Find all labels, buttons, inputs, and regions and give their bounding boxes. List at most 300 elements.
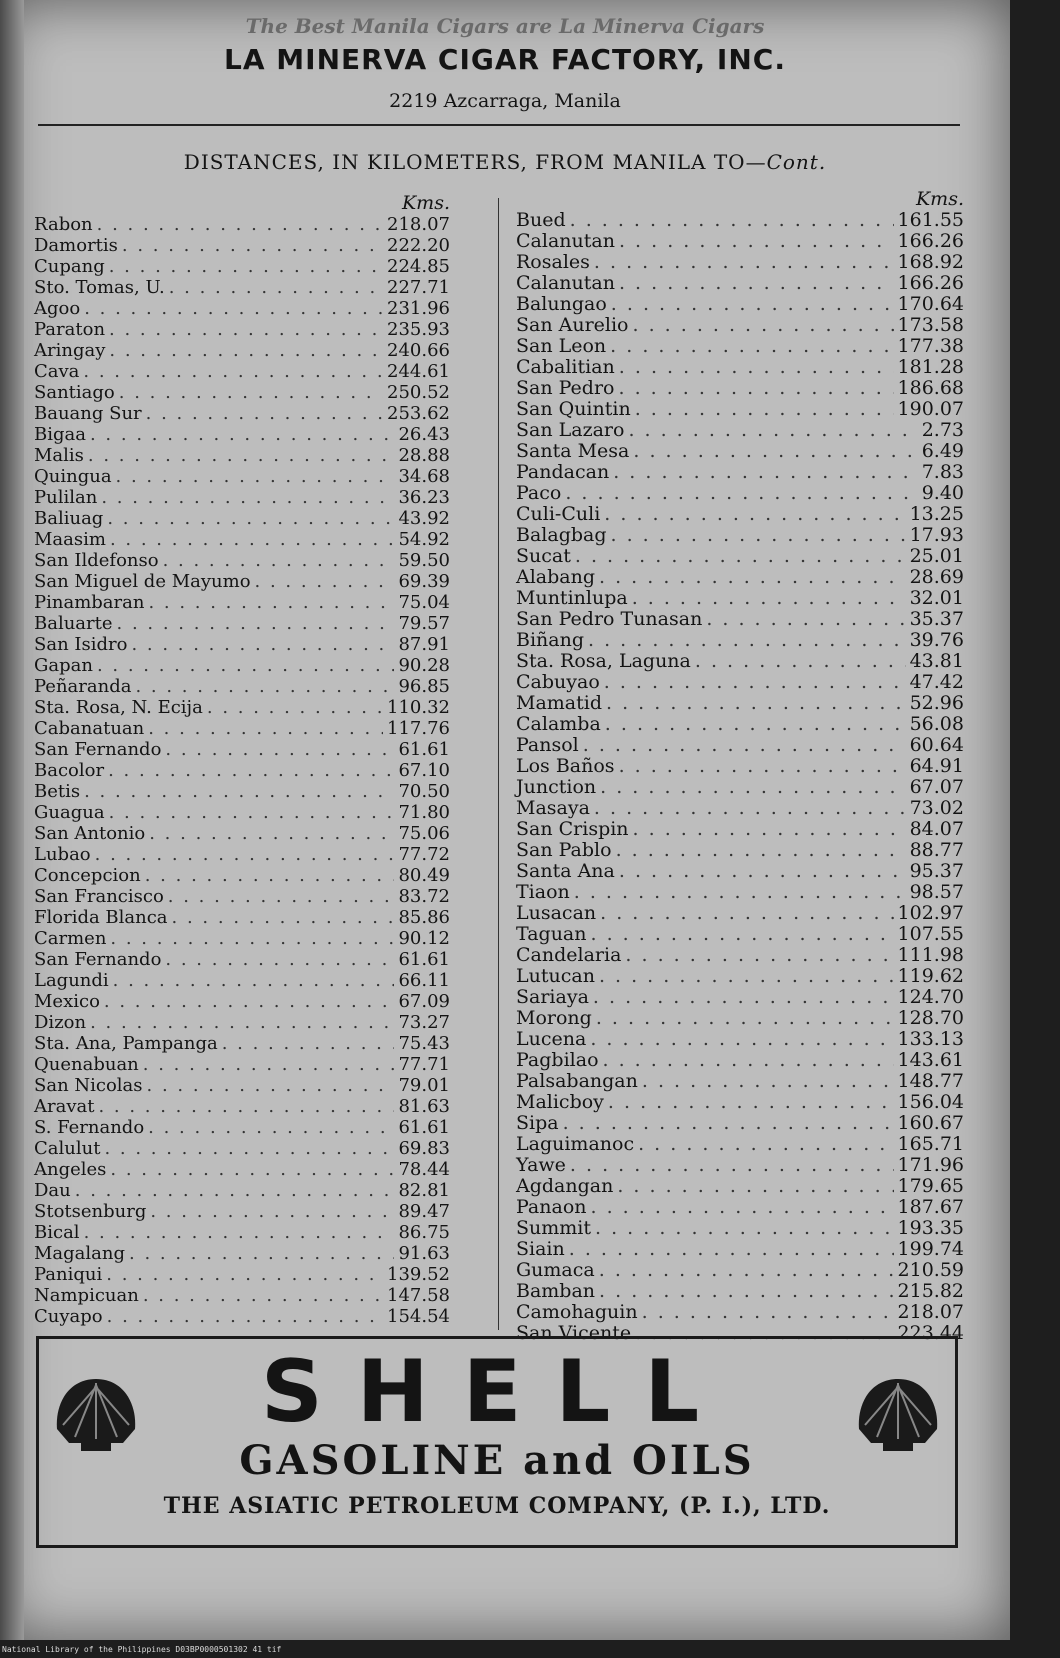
distance-row (516, 1071, 964, 1092)
distance-value: 56.08 (909, 713, 964, 735)
distance-row (34, 823, 450, 844)
distance-row (516, 441, 964, 462)
distance-row (34, 508, 450, 529)
distance-row (34, 592, 450, 613)
place-name: Cabalitian (516, 356, 615, 378)
distance-row (516, 504, 964, 525)
distance-row (516, 525, 964, 546)
place-name: Cabuyao (516, 671, 600, 693)
place-name: Candelaria (516, 944, 622, 966)
distance-value: 240.66 (387, 340, 450, 361)
place-name: Laguimanoc (516, 1133, 635, 1155)
distance-row (34, 1222, 450, 1243)
leader-dots (107, 1306, 383, 1327)
distance-value: 17.93 (909, 524, 964, 546)
distance-row (34, 529, 450, 550)
leader-dots (168, 886, 395, 907)
distance-value: 87.91 (398, 634, 450, 655)
distance-row (516, 987, 964, 1008)
leader-dots (591, 924, 894, 945)
distance-value: 215.82 (897, 1280, 964, 1302)
distance-row (516, 609, 964, 630)
distance-value: 67.10 (398, 760, 450, 781)
place-name: Dau (34, 1180, 71, 1201)
leader-dots (635, 399, 894, 420)
distance-row (516, 357, 964, 378)
distance-value: 64.91 (909, 755, 964, 777)
distance-row (516, 1134, 964, 1155)
leader-dots (632, 588, 906, 609)
distance-list-left (34, 192, 450, 1327)
factory-address: 2219 Azcarraga, Manila (389, 90, 621, 112)
distance-row (516, 819, 964, 840)
distance-value: 43.92 (398, 508, 450, 529)
leader-dots (599, 1260, 894, 1281)
distance-row (516, 966, 964, 987)
place-name: Carmen (34, 928, 107, 949)
place-name: Bigaa (34, 424, 86, 445)
place-name: San Crispin (516, 818, 629, 840)
distance-value: 177.38 (897, 335, 964, 357)
table-title (60, 150, 950, 174)
distance-row (516, 672, 964, 693)
distance-row (516, 1302, 964, 1323)
distance-row (516, 399, 964, 420)
distance-row (516, 273, 964, 294)
place-name: San Lazaro (516, 419, 625, 441)
distance-value: 86.75 (398, 1222, 450, 1243)
leader-dots (109, 802, 395, 823)
leader-dots (75, 1180, 395, 1201)
distance-row (516, 483, 964, 504)
distance-value: 111.98 (897, 944, 964, 966)
leader-dots (83, 361, 383, 382)
distance-value: 119.62 (897, 965, 964, 987)
distance-value: 96.85 (398, 676, 450, 697)
distance-row (34, 277, 450, 298)
distance-value: 70.50 (398, 781, 450, 802)
place-name: Bacolor (34, 760, 105, 781)
distance-row (34, 634, 450, 655)
place-name: Sta. Rosa, Laguna (516, 650, 691, 672)
leader-dots (625, 945, 893, 966)
leader-dots (113, 970, 395, 991)
distance-value: 253.62 (387, 403, 450, 424)
place-name: Muntinlupa (516, 587, 628, 609)
distance-row (516, 924, 964, 945)
place-name: Lutucan (516, 965, 595, 987)
leader-dots (148, 718, 383, 739)
leader-dots (604, 672, 906, 693)
place-name: Florida Blanca (34, 907, 168, 928)
place-name: Masaya (516, 797, 590, 819)
distance-value: 88.77 (909, 839, 964, 861)
leader-dots (611, 294, 894, 315)
leader-dots (169, 277, 383, 298)
place-name: Culi-Culi (516, 503, 601, 525)
leader-dots (148, 592, 394, 613)
distance-value: 85.86 (398, 907, 450, 928)
leader-dots (642, 1071, 894, 1092)
distance-row (34, 571, 450, 592)
leader-dots (599, 966, 894, 987)
place-name: San Pedro (516, 377, 615, 399)
place-name: Malis (34, 445, 84, 466)
place-name: San Fernando (34, 739, 162, 760)
slogan: The Best Manila Cigars are La Minerva Cigars (245, 14, 765, 38)
leader-dots (633, 441, 917, 462)
leader-dots (619, 273, 894, 294)
distance-value: 13.25 (909, 503, 964, 525)
distance-value: 35.37 (909, 608, 964, 630)
distance-row (34, 1159, 450, 1180)
distance-row (34, 697, 450, 718)
distance-row (34, 214, 450, 235)
place-name: S. Fernando (34, 1117, 145, 1138)
distance-value: 173.58 (897, 314, 964, 336)
leader-dots (131, 634, 394, 655)
distance-row (34, 298, 450, 319)
place-name: Quingua (34, 466, 112, 487)
distance-row (34, 235, 450, 256)
leader-dots (603, 1050, 894, 1071)
distance-value: 2.73 (921, 419, 964, 441)
distance-row (34, 1054, 450, 1075)
distance-value: 187.67 (897, 1196, 964, 1218)
ad-title: SHELL (260, 1342, 734, 1442)
distance-value: 143.61 (897, 1049, 964, 1071)
place-name: Baluarte (34, 613, 113, 634)
distance-row (516, 1092, 964, 1113)
place-name: Sariaya (516, 986, 589, 1008)
leader-dots (110, 928, 394, 949)
distance-row (34, 907, 450, 928)
leader-dots (122, 235, 383, 256)
place-name: Palsabangan (516, 1070, 638, 1092)
distance-row (516, 945, 964, 966)
place-name: Agoo (34, 298, 81, 319)
leader-dots (570, 210, 894, 231)
distance-value: 75.04 (398, 592, 450, 613)
distance-row (516, 756, 964, 777)
place-name: Bauang Sur (34, 403, 142, 424)
leader-dots (165, 739, 394, 760)
distance-row (516, 693, 964, 714)
distance-value: 102.97 (897, 902, 964, 924)
distance-row (516, 798, 964, 819)
place-name: Sta. Ana, Pampanga (34, 1033, 218, 1054)
leader-dots (146, 403, 383, 424)
leader-dots (207, 697, 383, 718)
leader-dots (563, 1113, 894, 1134)
distance-row (34, 1285, 450, 1306)
distance-row (516, 315, 964, 336)
place-name: Cabanatuan (34, 718, 145, 739)
leader-dots (633, 315, 894, 336)
place-name: Cava (34, 361, 80, 382)
distance-value: 28.88 (398, 445, 450, 466)
place-name: Paco (516, 482, 562, 504)
place-name: Lusacan (516, 902, 597, 924)
place-name: Pandacan (516, 461, 610, 483)
distance-value: 168.92 (897, 251, 964, 273)
leader-dots (143, 1054, 395, 1075)
distance-row (34, 487, 450, 508)
distance-value: 75.43 (398, 1033, 450, 1054)
distance-row (34, 991, 450, 1012)
distance-row (516, 840, 964, 861)
distance-row (34, 466, 450, 487)
distance-value: 79.57 (398, 613, 450, 634)
distance-row (516, 1260, 964, 1281)
place-name: San Pablo (516, 839, 612, 861)
distance-value: 7.83 (921, 461, 964, 483)
leader-dots (110, 1159, 394, 1180)
distance-row (34, 802, 450, 823)
factory-name: LA MINERVA CIGAR FACTORY, INC. (224, 43, 786, 76)
place-name: Los Baños (516, 755, 615, 777)
place-name: Sipa (516, 1112, 559, 1134)
distance-row (516, 1113, 964, 1134)
distance-row (516, 714, 964, 735)
table-title-main: DISTANCES, IN KILOMETERS, FROM MANILA TO— (183, 150, 767, 174)
distance-value: 133.13 (897, 1028, 964, 1050)
place-name: Biñang (516, 629, 585, 651)
leader-dots (605, 714, 906, 735)
distance-row (516, 231, 964, 252)
leader-dots (255, 571, 395, 592)
distance-row (34, 739, 450, 760)
leader-dots (109, 340, 383, 361)
distance-row (34, 760, 450, 781)
leader-dots (119, 382, 383, 403)
leader-dots (616, 840, 906, 861)
place-name: Camohaguin (516, 1301, 638, 1323)
distance-value: 79.01 (398, 1075, 450, 1096)
distance-value: 89.47 (398, 1201, 450, 1222)
place-name: Paraton (34, 319, 106, 340)
distance-value: 83.72 (398, 886, 450, 907)
distance-value: 170.64 (897, 293, 964, 315)
distance-row (34, 319, 450, 340)
distance-value: 34.68 (398, 466, 450, 487)
place-name: Stotsenburg (34, 1201, 147, 1222)
kms-header-left: Kms. (401, 192, 450, 214)
place-name: Pagbilao (516, 1049, 599, 1071)
distance-row (34, 1180, 450, 1201)
place-name: Cuyapo (34, 1306, 103, 1327)
page-header (40, 14, 970, 114)
distance-value: 59.50 (398, 550, 450, 571)
distance-value: 128.70 (897, 1007, 964, 1029)
distance-row (34, 928, 450, 949)
place-name: Sto. Tomas, U. (34, 277, 165, 298)
place-name: Paniqui (34, 1264, 103, 1285)
place-name: Rabon (34, 214, 93, 235)
header-divider (38, 124, 960, 126)
place-name: San Miguel de Mayumo (34, 571, 251, 592)
leader-dots (109, 256, 383, 277)
distance-row (516, 1239, 964, 1260)
distance-value: 186.68 (897, 377, 964, 399)
distance-value: 43.81 (909, 650, 964, 672)
place-name: Betis (34, 781, 81, 802)
distance-value: 231.96 (387, 298, 450, 319)
place-name: Alabang (516, 566, 596, 588)
place-name: Panaon (516, 1196, 587, 1218)
distance-value: 28.69 (909, 566, 964, 588)
leader-dots (619, 231, 894, 252)
place-name: Peñaranda (34, 676, 132, 697)
distance-row (34, 1138, 450, 1159)
leader-dots (593, 987, 894, 1008)
leader-dots (88, 445, 395, 466)
distance-row (516, 1155, 964, 1176)
place-name: Damortis (34, 235, 118, 256)
distance-row (34, 256, 450, 277)
distance-row (516, 903, 964, 924)
distance-row (34, 655, 450, 676)
place-name: Lagundi (34, 970, 109, 991)
place-name: Pansol (516, 734, 579, 756)
distance-value: 69.83 (398, 1138, 450, 1159)
leader-dots (595, 1218, 894, 1239)
place-name: San Vicente (516, 1322, 632, 1344)
distance-value: 80.49 (398, 865, 450, 886)
distance-row (34, 361, 450, 382)
distance-value: 166.26 (897, 272, 964, 294)
distance-value: 78.44 (398, 1159, 450, 1180)
shell-advertisement (36, 1336, 958, 1548)
place-name: Junction (516, 776, 597, 798)
distance-value: 181.28 (897, 356, 964, 378)
leader-dots (135, 676, 394, 697)
place-name: Mamatid (516, 692, 603, 714)
distance-row (516, 861, 964, 882)
leader-dots (104, 1138, 394, 1159)
place-name: Gumaca (516, 1259, 595, 1281)
distance-value: 52.96 (909, 692, 964, 714)
leader-dots (608, 1092, 894, 1113)
leader-dots (107, 508, 394, 529)
distance-row (516, 1050, 964, 1071)
leader-dots (606, 693, 906, 714)
distance-value: 190.07 (897, 398, 964, 420)
place-name: Baliuag (34, 508, 104, 529)
leader-dots (110, 529, 395, 550)
distance-value: 171.96 (897, 1154, 964, 1176)
distance-row (34, 340, 450, 361)
place-name: San Antonio (34, 823, 146, 844)
leader-dots (613, 462, 917, 483)
place-name: San Quintin (516, 398, 631, 420)
place-name: Tiaon (516, 881, 570, 903)
distance-row (34, 676, 450, 697)
place-name: Santa Ana (516, 860, 615, 882)
distance-value: 61.61 (398, 739, 450, 760)
leader-dots (84, 298, 383, 319)
distance-value: 218.07 (387, 214, 450, 235)
leader-dots (84, 781, 394, 802)
place-name: Rosales (516, 251, 590, 273)
leader-dots (116, 466, 395, 487)
distance-value: 223.44 (897, 1322, 964, 1344)
distance-row (34, 970, 450, 991)
distance-value: 60.64 (909, 734, 964, 756)
table-title-cont: Cont. (766, 150, 827, 174)
leader-dots (575, 546, 906, 567)
leader-dots (619, 756, 906, 777)
distance-row (34, 1075, 450, 1096)
leader-dots (117, 613, 395, 634)
distance-value: 61.61 (398, 949, 450, 970)
place-name: Calamba (516, 713, 601, 735)
kms-header-right: Kms. (915, 188, 964, 210)
leader-dots (588, 630, 906, 651)
leader-dots (638, 1134, 893, 1155)
leader-dots (599, 567, 906, 588)
distance-row (516, 1218, 964, 1239)
distance-value: 54.92 (398, 529, 450, 550)
ad-subtitle: GASOLINE and OILS (239, 1437, 755, 1484)
place-name: Guagua (34, 802, 105, 823)
distance-row (34, 403, 450, 424)
place-name: Cupang (34, 256, 105, 277)
leader-dots (150, 1201, 394, 1222)
distance-list-right (516, 188, 964, 1344)
distance-value: 39.76 (909, 629, 964, 651)
distance-value: 222.20 (387, 235, 450, 256)
distance-value: 160.67 (897, 1112, 964, 1134)
distance-value: 148.77 (897, 1070, 964, 1092)
distance-value: 199.74 (897, 1238, 964, 1260)
leader-dots (143, 1285, 383, 1306)
distance-value: 95.37 (909, 860, 964, 882)
distance-row (34, 1117, 450, 1138)
distance-value: 36.23 (398, 487, 450, 508)
leader-dots (98, 1096, 394, 1117)
distance-value: 67.09 (398, 991, 450, 1012)
place-name: Magalang (34, 1243, 126, 1264)
distance-value: 235.93 (387, 319, 450, 340)
place-name: San Isidro (34, 634, 128, 655)
distance-value: 110.32 (387, 697, 450, 718)
leader-dots (604, 504, 905, 525)
place-name: Calulut (34, 1138, 101, 1159)
leader-dots (95, 844, 395, 865)
leader-dots (165, 949, 394, 970)
leader-dots (569, 1239, 894, 1260)
place-name: Gapan (34, 655, 93, 676)
distance-value: 179.65 (897, 1175, 964, 1197)
leader-dots (642, 1302, 894, 1323)
distance-row (34, 949, 450, 970)
place-name: San Fernando (34, 949, 162, 970)
leader-dots (611, 525, 906, 546)
distance-row (34, 382, 450, 403)
leader-dots (596, 1008, 894, 1029)
distance-value: 91.63 (398, 1243, 450, 1264)
distance-row (34, 886, 450, 907)
leader-dots (633, 819, 906, 840)
place-name: Morong (516, 1007, 592, 1029)
distance-row (34, 718, 450, 739)
leader-dots (129, 1243, 394, 1264)
leader-dots (574, 882, 906, 903)
distance-row (516, 567, 964, 588)
distance-value: 147.58 (387, 1285, 450, 1306)
leader-dots (570, 1155, 894, 1176)
